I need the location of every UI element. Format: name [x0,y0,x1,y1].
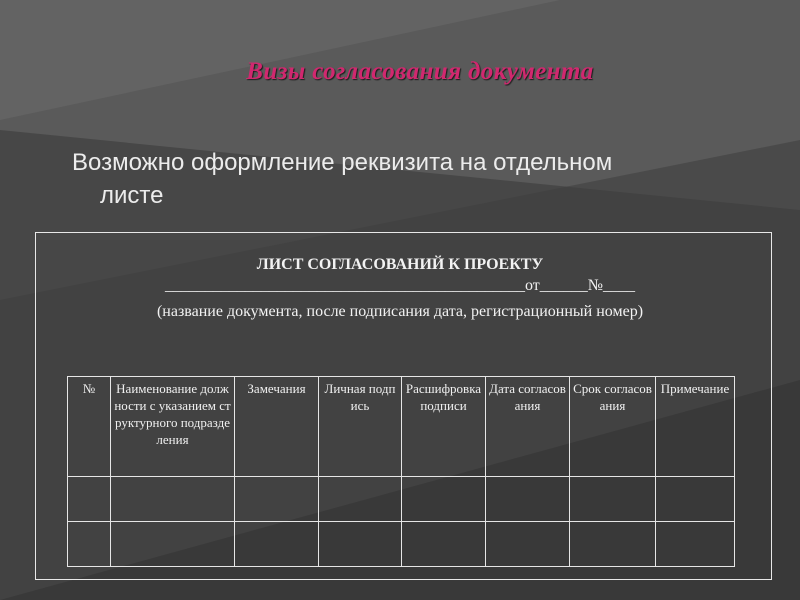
column-header-note: Примечание [656,377,735,477]
column-header-approval-term: Срок согласования [570,377,656,477]
table-cell [656,522,735,567]
table-cell [486,477,570,522]
table-row [68,477,735,522]
approval-sheet-heading: ЛИСТ СОГЛАСОВАНИЙ К ПРОЕКТУ [256,256,544,273]
table-cell [68,522,111,567]
table-cell [319,522,402,567]
table-cell [656,477,735,522]
column-header-number: № [68,377,111,477]
table-cell [235,477,319,522]
body-text-line-1: Возможно оформление реквизита на отдельном [72,149,613,176]
table-cell [111,477,235,522]
body-text [72,146,732,212]
body-text-line-2: листе [100,182,164,209]
column-header-approval-date: Дата согласования [486,377,570,477]
table-cell [68,477,111,522]
column-header-signature-decoding: Расшифровка подписи [402,377,486,477]
approval-sheet-note: (название документа, после подписания дата, регистрационный номер) [156,303,644,320]
table-cell [235,522,319,567]
column-header-remarks: Замечания [235,377,319,477]
slide-title: Визы согласования документа [246,58,594,85]
approval-sheet-reference-line: _____________________________________________от______№____ [164,277,636,294]
table-header-row [68,377,735,477]
table-row [68,522,735,567]
column-header-signature: Личная подпись [319,377,402,477]
table-cell [402,477,486,522]
approvals-table [67,376,735,567]
table-cell [486,522,570,567]
table-cell [111,522,235,567]
column-header-position: Наименование должности с указанием структурного подразделения [111,377,235,477]
table-cell [402,522,486,567]
table-cell [570,477,656,522]
table-cell [319,477,402,522]
table-cell [570,522,656,567]
